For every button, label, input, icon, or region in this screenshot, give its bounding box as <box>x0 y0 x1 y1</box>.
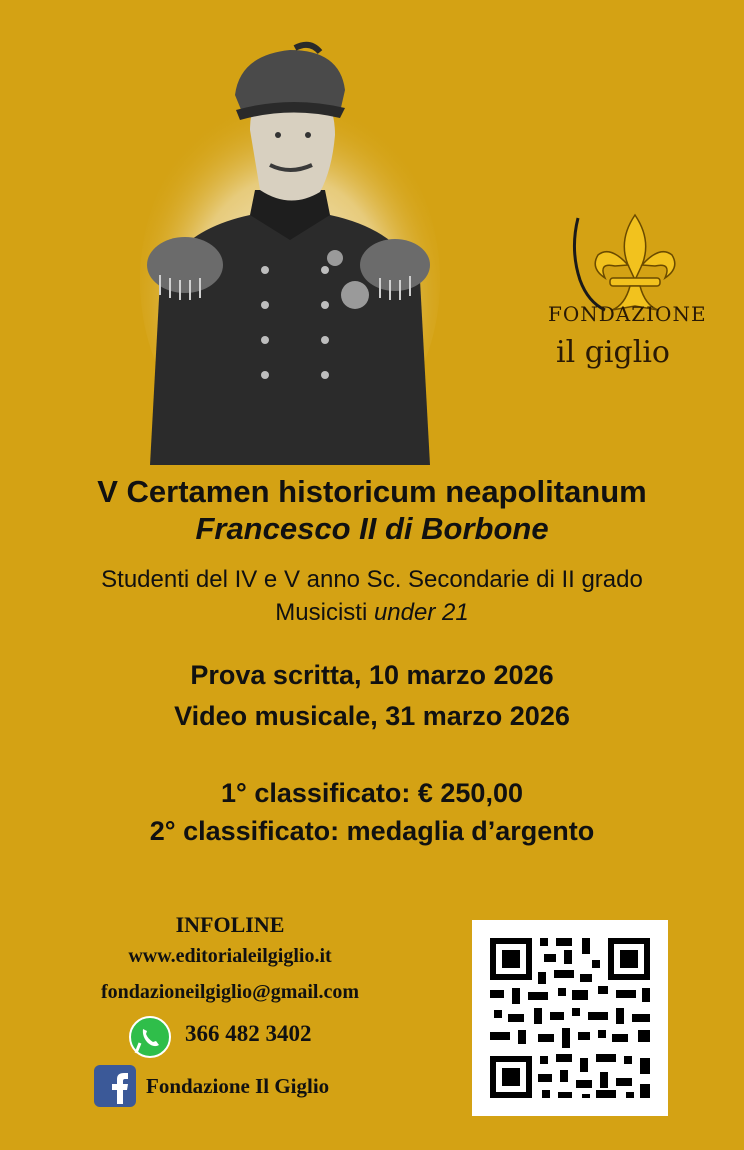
facebook-page-name[interactable]: Fondazione Il Giglio <box>146 1074 330 1098</box>
portrait-illustration <box>140 40 440 465</box>
audience-musicians-prefix: Musicisti <box>275 599 374 626</box>
facebook-icon <box>93 1064 137 1108</box>
headline-subtitle: Francesco II di Borbone <box>195 511 549 546</box>
date-music-video: Video musicale, 31 marzo 2026 <box>174 701 570 731</box>
logo-wordmark-bottom: il giglio <box>556 335 670 370</box>
logo-wordmark-top: FONDAZIONE <box>548 302 707 326</box>
audience-students: Studenti del IV e V anno Sc. Secondarie di II grado <box>101 566 643 593</box>
audience-musicians-age: under 21 <box>373 599 469 626</box>
prize-first: 1° classificato: € 250,00 <box>221 778 523 808</box>
qr-code[interactable] <box>472 920 668 1116</box>
website-link[interactable]: www.editorialeilgiglio.it <box>128 945 332 967</box>
audience-musicians <box>0 599 744 627</box>
whatsapp-icon <box>128 1015 172 1059</box>
email-link[interactable]: fondazioneilgiglio@gmail.com <box>100 981 360 1003</box>
infoline-heading: INFOLINE <box>175 912 285 937</box>
headline-title: V Certamen historicum neapolitanum <box>97 474 647 509</box>
prize-second: 2° classificato: medaglia d’argento <box>149 816 595 846</box>
date-written-test: Prova scritta, 10 marzo 2026 <box>190 660 554 690</box>
phone-number[interactable]: 366 482 3402 <box>185 1021 312 1046</box>
